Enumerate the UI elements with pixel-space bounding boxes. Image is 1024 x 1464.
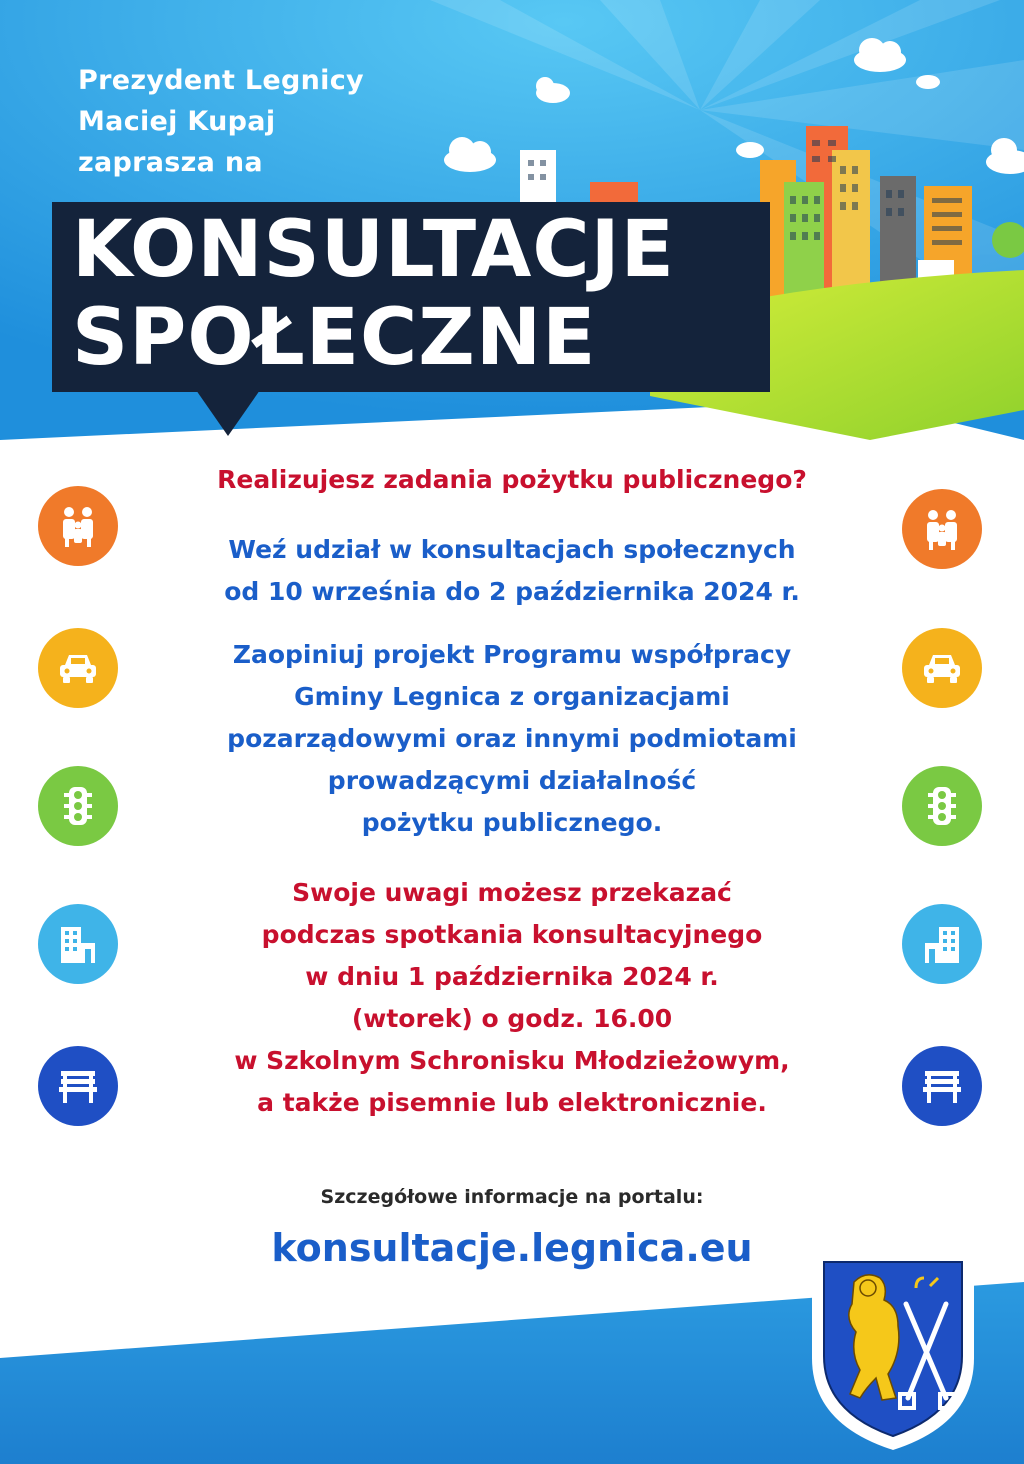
dates-line-2: od 10 września do 2 października 2024 r. <box>224 577 800 606</box>
meeting-text <box>150 872 874 1124</box>
page-title <box>72 206 675 382</box>
bench-icon <box>38 1046 118 1126</box>
meeting-line-4: (wtorek) o godz. 16.00 <box>351 1004 673 1033</box>
dates-line-1: Weź udział w konsultacjach społecznych <box>228 535 796 564</box>
dates-text <box>150 529 874 613</box>
question-text <box>150 459 874 501</box>
bench-icon-right <box>902 1046 982 1126</box>
meeting-line-3: w dniu 1 października 2024 r. <box>305 962 719 991</box>
portal-link[interactable]: konsultacje.legnica.eu <box>271 1226 753 1270</box>
program-line-1: Zaopiniuj projekt Programu współpracy <box>232 640 792 669</box>
legnica-coat-of-arms <box>806 1248 980 1454</box>
intro-line-3: zaprasza na <box>78 147 263 178</box>
meeting-line-6: a także pisemnie lub elektronicznie. <box>257 1088 767 1117</box>
details-label: Szczegółowe informacje na portalu: <box>320 1186 704 1208</box>
car-icon-right <box>902 628 982 708</box>
program-line-2: Gminy Legnica z organizacjami <box>294 682 730 711</box>
program-line-4: prowadzącymi działalność <box>327 766 697 795</box>
car-icon <box>38 628 118 708</box>
title-pointer <box>196 390 260 436</box>
buildings-icon <box>38 904 118 984</box>
meeting-line-2: podczas spotkania konsultacyjnego <box>261 920 763 949</box>
program-text <box>150 634 874 844</box>
traffic-light-icon <box>38 766 118 846</box>
buildings-icon-right <box>902 904 982 984</box>
meeting-line-5: w Szkolnym Schronisku Młodzieżowym, <box>234 1046 790 1075</box>
intro-line-2: Maciej Kupaj <box>78 106 276 137</box>
title-line-2: SPOŁECZNE <box>72 293 597 383</box>
program-line-5: pożytku publicznego. <box>361 808 663 837</box>
intro-text <box>78 60 364 183</box>
title-line-1: KONSULTACJE <box>72 205 675 295</box>
traffic-light-icon-right <box>902 766 982 846</box>
intro-line-1: Prezydent Legnicy <box>78 65 364 96</box>
meeting-line-1: Swoje uwagi możesz przekazać <box>292 878 732 907</box>
question-line: Realizujesz zadania pożytku publicznego? <box>217 465 807 494</box>
family-icon-right <box>902 489 982 569</box>
program-line-3: pozarządowymi oraz innymi podmiotami <box>227 724 797 753</box>
family-icon <box>38 486 118 566</box>
